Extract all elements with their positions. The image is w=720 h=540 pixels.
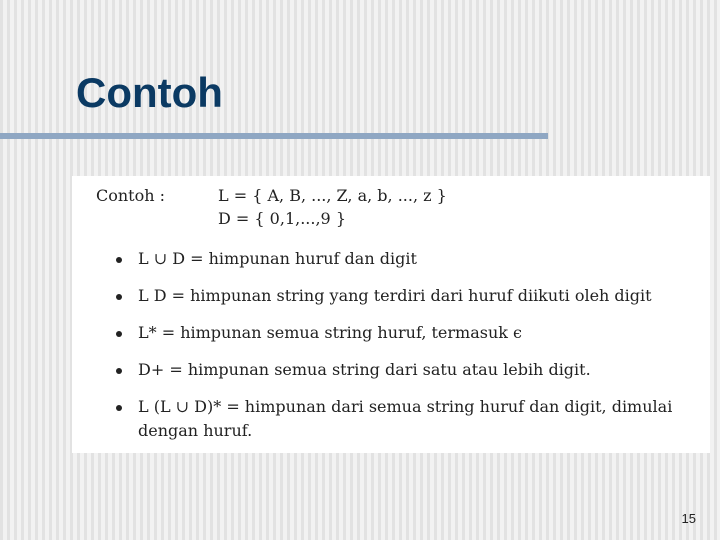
list-item [116, 395, 696, 443]
bullet-dot [116, 257, 122, 263]
list-item [116, 321, 696, 345]
bullet-text: L (L ∪ D)* = himpunan dari semua string huruf dan digit, dimulai dengan huruf. [138, 397, 673, 440]
page-number: 15 [681, 511, 696, 526]
bullet-dot [116, 368, 122, 374]
bullet-text: L ∪ D = himpunan huruf dan digit [138, 249, 417, 268]
bullet-dot [116, 331, 122, 337]
bullet-text: L D = himpunan string yang terdiri dari huruf diikuti oleh digit [138, 286, 652, 305]
content-image-panel [72, 176, 710, 453]
definition-line-D: D = { 0,1,...,9 } [218, 209, 346, 228]
list-item [116, 247, 696, 271]
list-item [116, 358, 696, 382]
title-underline [0, 133, 548, 139]
definition-line-L: L = { A, B, ..., Z, a, b, ..., z } [218, 186, 447, 205]
bullet-dot [116, 405, 122, 411]
slide-title: Contoh [76, 69, 223, 116]
list-item [116, 284, 696, 308]
bullet-text: D+ = himpunan semua string dari satu atau lebih digit. [138, 360, 591, 379]
bullet-dot [116, 294, 122, 300]
bullet-text: L* = himpunan semua string huruf, termasuk ϵ [138, 323, 522, 342]
definition-label: Contoh : [96, 186, 166, 205]
